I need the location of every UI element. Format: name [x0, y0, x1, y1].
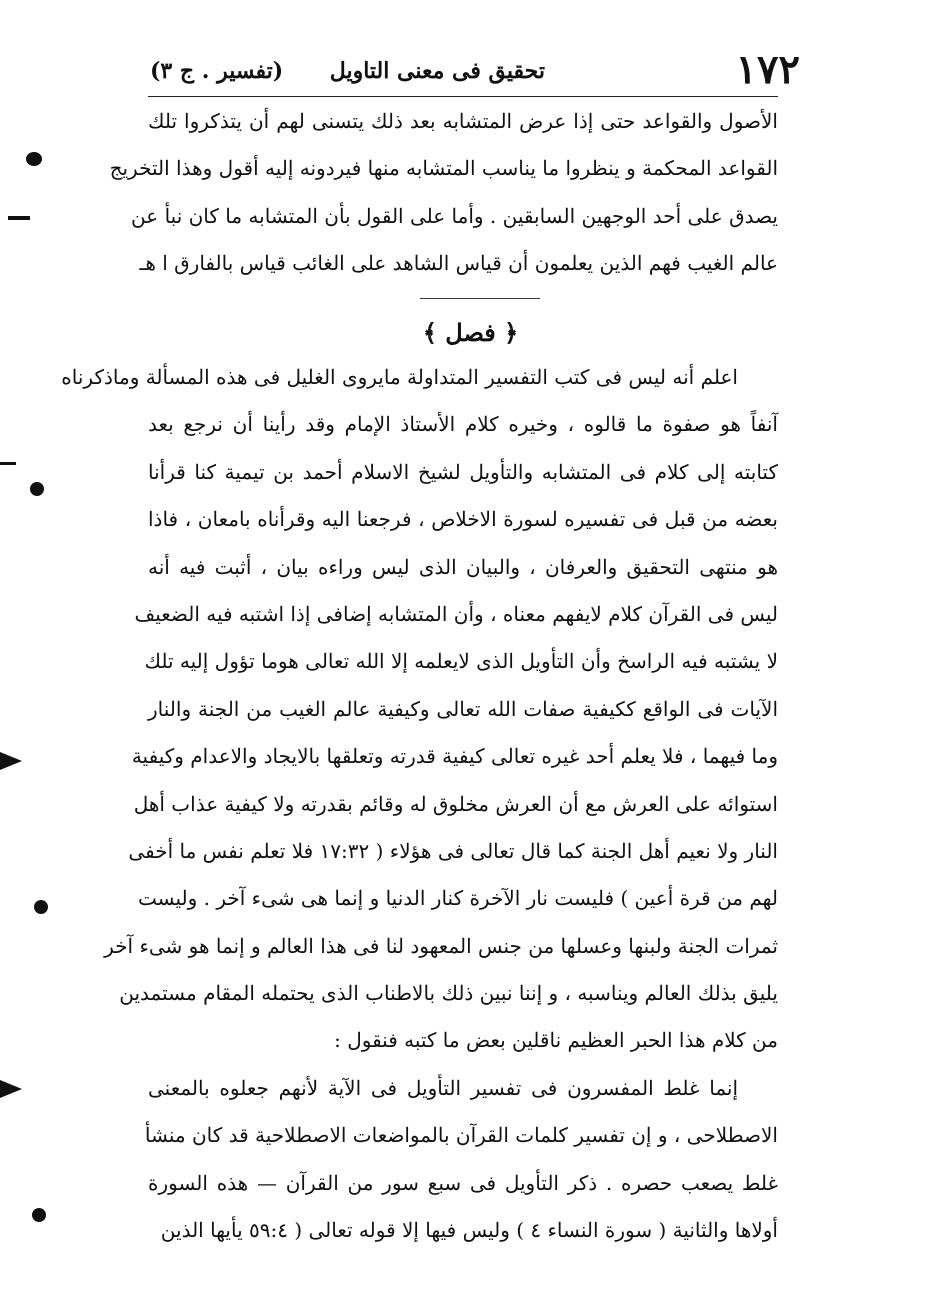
text-line: آنفاً هو صفوة ما قالوه ، وخيره كلام الأستاذ الإمام وقد رأينا أن نرجع بعد: [148, 412, 778, 437]
paragraph-continued: [109, 104, 778, 294]
section-reference: (تفسير . ج ٣): [150, 58, 284, 84]
scan-mark: [8, 216, 30, 220]
text-line: الآيات فى الواقع ككيفية صفات الله تعالى وكيفية عالم الغيب من الجنة والنار: [148, 696, 778, 721]
section-title: ﴿ فصل ﴾: [422, 318, 519, 347]
text-line: الاصطلاحى ، و إن تفسير كلمات القرآن بالمواضعات الاصطلاحية قد كان منشأ: [144, 1123, 778, 1148]
text-line: عالم الغيب فهم الذين يعلمون أن قياس الشاهد على الغائب قياس بالفارق ا هـ: [139, 251, 778, 276]
text-line: لهم من قرة أعين ) فليست نار الآخرة كنار الدنيا و إنما هى شىء آخر . وليست: [138, 886, 778, 911]
text-line: استوائه على العرش مع أن العرش مخلوق له وقائم بقدرته ولا كيفية عذاب أهل: [133, 791, 778, 816]
scan-blot: [30, 482, 44, 496]
text-line: يليق بذلك العالم ويناسبه ، و إننا نبين ذلك بالاطناب الذى يحتمله المقام مستمدين: [119, 981, 778, 1006]
text-line: ليس فى القرآن كلام لايفهم معناه ، وأن المتشابه إضافى إذا اشتبه فيه الضعيف: [134, 601, 778, 626]
text-line: أولاها والثانية ( سورة النساء ٤ ) وليس فيها إلا قوله تعالى ( ٥٩:٤ يأيها الذين: [160, 1218, 778, 1243]
text-line: وما فيهما ، فلا يعلم أحد غيره تعالى كيفية قدرته وتعلقها بالايجاد والاعدام وكيفية: [131, 744, 778, 769]
scan-blot: [34, 900, 48, 914]
page-header: [140, 40, 800, 93]
header-rule: [148, 96, 778, 97]
text-line: غلط يصعب حصره . ذكر التأويل فى سبع سور من القرآن — هذه السورة: [148, 1170, 778, 1195]
page-number: ١٧٢: [735, 46, 800, 93]
section-divider: [420, 298, 540, 299]
scan-blot: [26, 152, 42, 166]
text-line: من كلام هذا الحبر العظيم ناقلين بعض ما كتبه فنقول :: [334, 1028, 778, 1053]
section-body: [61, 360, 778, 1260]
text-line: يصدق على أحد الوجهين السابقين . وأما على القول بأن المتشابه ما كان نبأ عن: [131, 203, 778, 228]
text-line: إنما غلط المفسرون فى تفسير التأويل فى الآية لأنهم جعلوه بالمعنى: [148, 1075, 738, 1100]
text-line: اعلم أنه ليس فى كتب التفسير المتداولة مايروى الغليل فى هذه المسألة وماذكرناه: [61, 365, 738, 389]
scan-arrow-mark: [0, 1080, 22, 1098]
text-line: كتابته إلى كلام فى المتشابه والتأويل لشيخ الاسلام أحمد بن تيمية كنا قرأنا: [148, 459, 778, 484]
text-line: هو منتهى التحقيق والعرفان ، والبيان الذى ليس وراءه بيان ، أثبت فيه أنه: [148, 554, 778, 579]
text-line: ثمرات الجنة ولبنها وعسلها من جنس المعهود لنا فى هذا العالم و إنما هو شىء آخر: [104, 933, 778, 958]
text-line: بعضه من قبل فى تفسيره لسورة الاخلاص ، فرجعنا اليه وقرأناه بامعان ، فاذا: [148, 507, 778, 532]
scan-blot: [32, 1208, 46, 1222]
text-line: لا يشتبه فيه الراسخ وأن التأويل الذى لايعلمه إلا الله تعالى هوما تؤول إليه تلك: [144, 649, 778, 674]
text-line: الأصول والقواعد حتى إذا عرض المتشابه بعد ذلك يتسنى لهم أن يتذكروا تلك: [148, 109, 778, 133]
scan-mark: [0, 462, 16, 465]
text-line: النار ولا نعيم أهل الجنة كما قال تعالى فى هؤلاء ( ١٧:٣٢ فلا تعلم نفس ما أخفى: [128, 838, 778, 863]
scan-arrow-mark: [0, 752, 22, 770]
running-title: تحقيق فى معنى التاويل: [329, 58, 545, 84]
text-line: القواعد المحكمة و ينظروا ما يناسب المتشابه منها فيردونه إليه أقول وهذا التخريج: [109, 156, 778, 181]
